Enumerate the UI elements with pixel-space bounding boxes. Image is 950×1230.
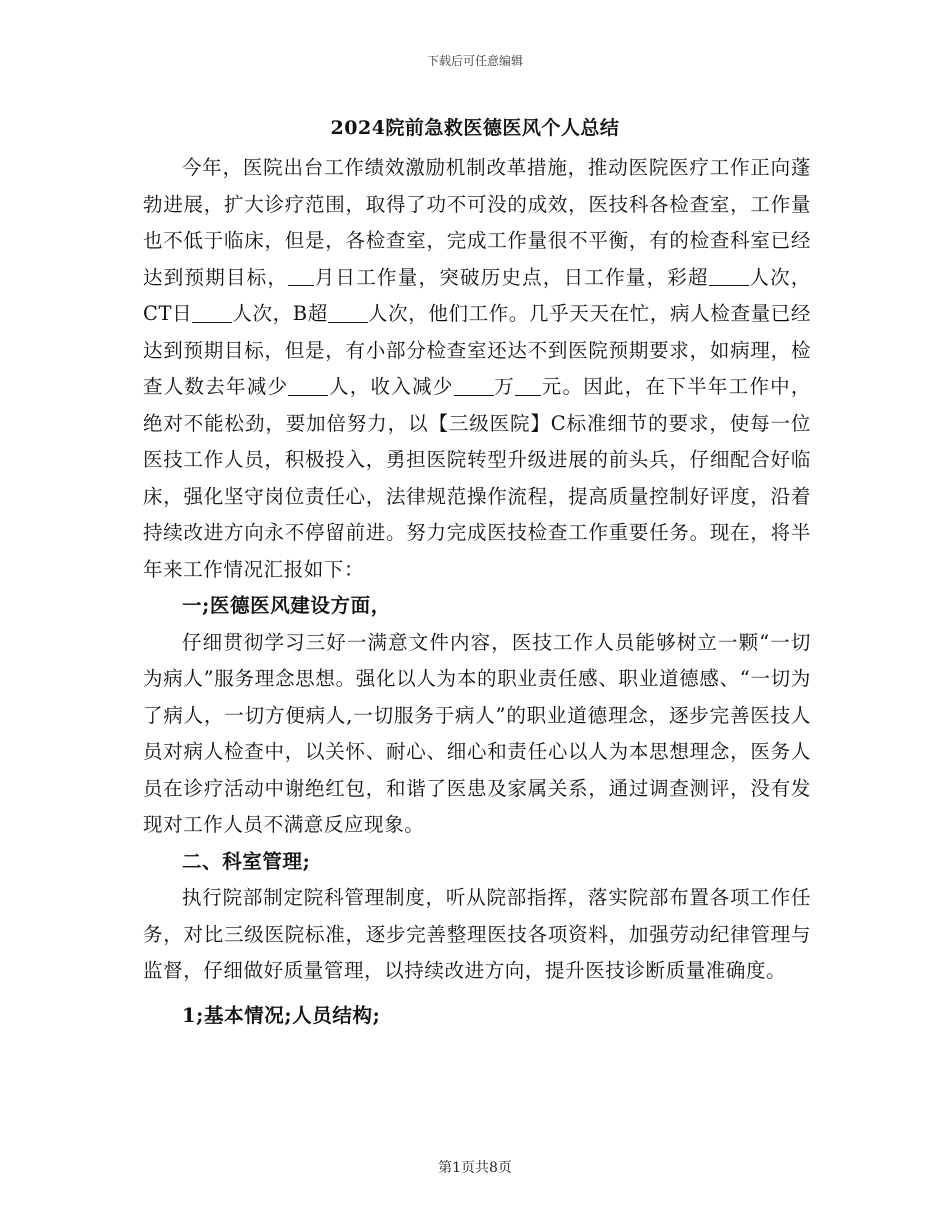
blank-line — [709, 266, 749, 287]
page-number: 第1页共8页 — [438, 1160, 512, 1176]
section-1-paragraph: 仔细贯彻学习三好一满意文件内容，医技工作人员能够树立一颗“一切为病人”服务理念思想。强化以人为本的职业责任感、职业道德感、“一切为了病人，一切方便病人,一切服务于病人”的职业道德理念，逐步完善医技人员对病人检查中，以关怀、耐心、细心和责任心以人为本思想理念，医务人员在诊疗活动中谢绝红包，和谐了医患及家属关系，通过调查测评，没有发现对工作人员不满意反应现象。 — [143, 630, 811, 836]
blank-line — [288, 375, 328, 396]
blank-line — [288, 266, 314, 287]
intro-text-2: 月日工作量，突破历史点，日工作量，彩超 — [314, 265, 709, 289]
document-body — [143, 150, 811, 1034]
intro-text-5: 人次，他们工作。几乎天天在忙，病人检查量已经达到预期目标，但是，有小部分检查室还达不到医院预期要求，如病理，检查人数去年减少 — [143, 302, 811, 398]
blank-line — [328, 302, 368, 323]
intro-text-3: 人次，CT日 — [143, 265, 811, 325]
section-1-heading: 一;医德医风建设方面， — [182, 594, 391, 617]
section-2-paragraph: 执行院部制定院科管理制度，听从院部指挥，落实院部布置各项工作任务，对比三级医院标准，逐步完善整理医技各项资料，加强劳动纪律管理与监督，仔细做好质量管理，以持续改进方向，提升医技诊断质量准确度。 — [143, 886, 811, 982]
section-3-heading: 1;基本情况;人员结构; — [182, 1003, 381, 1027]
document-title: 2024院前急救医德医风个人总结 — [330, 117, 620, 139]
intro-text-7: 万 — [493, 375, 516, 398]
intro-text-8: 元。因此，在下半年工作中，绝对不能松劲，要加倍努力，以【三级医院】C标准细节的要求，使每一位医技工作人员，积极投入，勇担医院转型升级进展的前头兵，仔细配合好临床，强化坚守岗位责任心，法律规范操作流程，提高质量控制好评度，沿着持续改进方向永不停留前进。努力完成医技检查工作重要任务。现在，将半年来工作情况汇报如下： — [143, 375, 811, 581]
blank-line — [192, 302, 232, 323]
intro-text-4: 人次，B超 — [232, 302, 328, 325]
intro-paragraph — [143, 150, 811, 588]
header-note: 下载后可任意编辑 — [426, 54, 523, 68]
blank-line — [454, 375, 494, 396]
section-2-heading: 二、科室管理; — [182, 849, 311, 873]
intro-text-6: 人，收入减少 — [328, 375, 454, 398]
blank-line — [515, 375, 541, 396]
intro-text-1: 今年，医院出台工作绩效激励机制改革措施，推动医院医疗工作正向蓬勃进展，扩大诊疗范围，取得了功不可没的成效，医技科各检查室，工作量也不低于临床，但是，各检查室，完成工作量很不平衡，有的检查科室已经达到预期目标， — [143, 156, 811, 289]
